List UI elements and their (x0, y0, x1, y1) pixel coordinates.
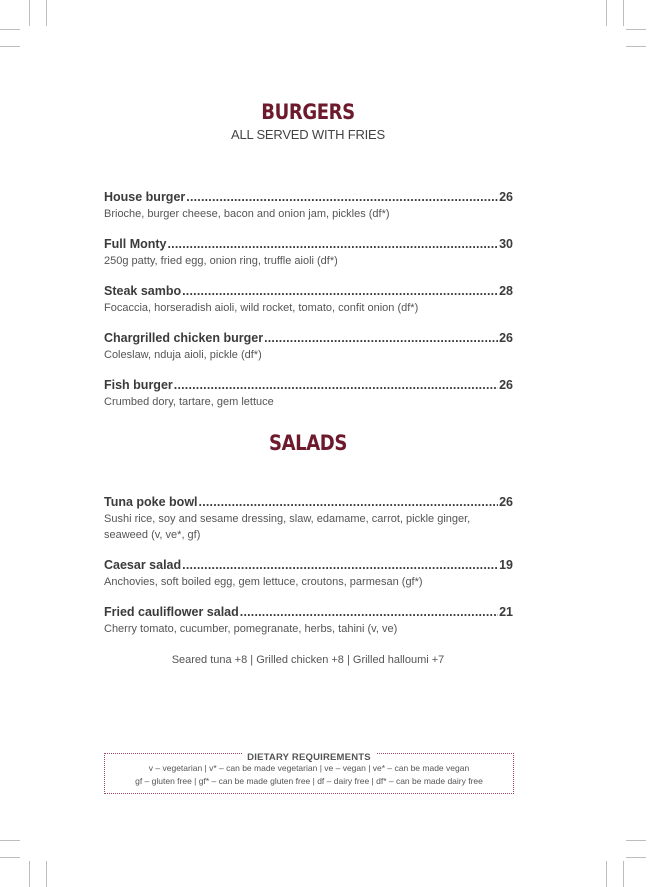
crop-mark (626, 29, 646, 30)
crop-mark (0, 46, 20, 47)
dietary-requirements-box (104, 753, 514, 794)
menu-item (104, 377, 513, 410)
crop-mark (626, 857, 646, 858)
item-price: 28 (499, 284, 513, 298)
dot-leader (168, 236, 499, 252)
dot-leader (264, 330, 498, 346)
burgers-subtitle: ALL SERVED WITH FRIES (230, 127, 385, 142)
item-description: Crumbed dory, tartare, gem lettuce (104, 396, 274, 408)
item-price: 19 (499, 558, 513, 572)
crop-mark (626, 840, 646, 841)
crop-mark (29, 0, 30, 26)
item-description: 250g patty, fried egg, onion ring, truffle aioli (df*) (104, 255, 338, 267)
item-description: Cherry tomato, cucumber, pomegranate, herbs, tahini (v, ve) (104, 623, 398, 635)
item-name: Chargrilled chicken burger (104, 331, 264, 345)
dot-leader (199, 494, 499, 510)
item-description: Brioche, burger cheese, bacon and onion jam, pickles (df*) (104, 208, 390, 220)
menu-item (104, 236, 513, 269)
crop-mark (29, 861, 30, 887)
item-name: House burger (104, 190, 186, 204)
menu-item (104, 494, 513, 543)
dot-leader (186, 189, 498, 205)
item-name: Caesar salad (104, 558, 182, 572)
crop-mark (623, 861, 624, 887)
crop-mark (626, 46, 646, 47)
crop-mark (0, 857, 20, 858)
item-price: 26 (499, 495, 513, 509)
dot-leader (174, 377, 498, 393)
crop-mark (0, 840, 20, 841)
crop-mark (606, 861, 607, 887)
menu-item (104, 283, 513, 316)
item-description: Focaccia, horseradish aioli, wild rocket, tomato, confit onion (df*) (104, 302, 419, 314)
item-name: Fish burger (104, 378, 173, 392)
menu-item (104, 330, 513, 363)
item-price: 26 (499, 190, 513, 204)
item-name: Full Monty (104, 237, 167, 251)
menu-item (104, 557, 513, 590)
salad-addons: Seared tuna +8 | Grilled chicken +8 | Grilled halloumi +7 (171, 654, 445, 666)
item-name: Steak sambo (104, 284, 182, 298)
item-name: Fried cauliflower salad (104, 605, 239, 619)
item-name: Tuna poke bowl (104, 495, 198, 509)
menu-item (104, 604, 513, 637)
dot-leader (182, 283, 498, 299)
dietary-title: DIETARY REQUIREMENTS (242, 752, 376, 763)
crop-mark (46, 861, 47, 887)
crop-mark (46, 0, 47, 26)
crop-mark (0, 29, 20, 30)
salads-title: SALADS (269, 431, 347, 455)
item-price: 30 (499, 237, 513, 251)
burgers-title: BURGERS (261, 100, 355, 124)
item-price: 26 (499, 378, 513, 392)
item-description: Anchovies, soft boiled egg, gem lettuce, croutons, parmesan (gf*) (104, 576, 423, 588)
item-price: 26 (499, 331, 513, 345)
dietary-line-2: gf – gluten free | gf* – can be made gluten free | df – dairy free | df* – can be made dairy free (135, 776, 483, 786)
dietary-line-1: v – vegetarian | v* – can be made vegetarian | ve – vegan | ve* – can be made vegan (148, 763, 470, 773)
dot-leader (240, 604, 498, 620)
item-description: Coleslaw, nduja aioli, pickle (df*) (104, 349, 262, 361)
crop-mark (623, 0, 624, 26)
dot-leader (182, 557, 498, 573)
item-price: 21 (499, 605, 513, 619)
crop-mark (606, 0, 607, 26)
item-description: Sushi rice, soy and sesame dressing, slaw, edamame, carrot, pickle ginger, seaweed (v, ve*, gf) (104, 513, 471, 541)
menu-item (104, 189, 513, 222)
